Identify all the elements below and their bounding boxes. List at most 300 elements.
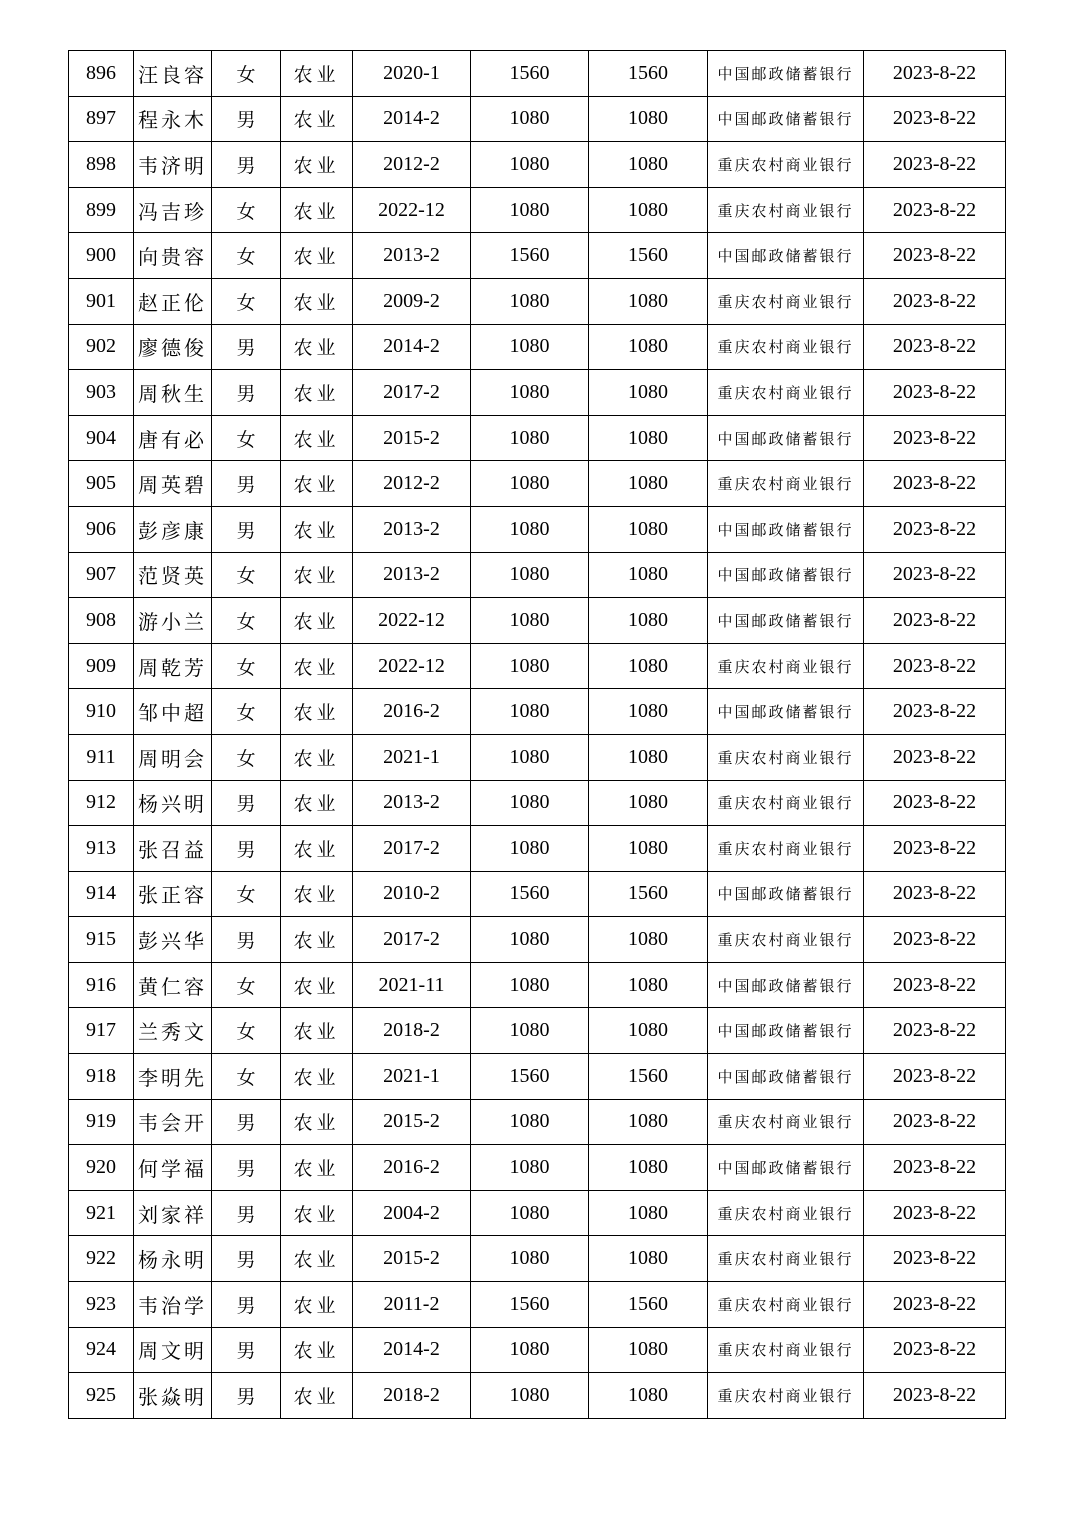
bank-cell: 重庆农村商业银行 <box>708 324 864 370</box>
name-cell: 冯吉珍 <box>134 187 212 233</box>
standard-amount-cell: 1080 <box>471 734 589 780</box>
serial-number-cell: 915 <box>69 917 134 963</box>
serial-number-cell: 904 <box>69 415 134 461</box>
standard-amount-cell: 1080 <box>471 415 589 461</box>
gender-cell: 女 <box>212 233 281 279</box>
name-cell: 韦治学 <box>134 1282 212 1328</box>
table-row <box>69 1282 1006 1328</box>
payment-date-cell: 2023-8-22 <box>864 96 1006 142</box>
serial-number-cell: 923 <box>69 1282 134 1328</box>
start-date-cell: 2013-2 <box>353 780 471 826</box>
start-date-cell: 2013-2 <box>353 506 471 552</box>
paid-amount-cell: 1080 <box>589 461 708 507</box>
name-cell: 游小兰 <box>134 598 212 644</box>
gender-cell: 男 <box>212 917 281 963</box>
gender-cell: 女 <box>212 1054 281 1100</box>
category-cell: 农业 <box>281 1327 353 1373</box>
serial-number-cell: 907 <box>69 552 134 598</box>
paid-amount-cell: 1080 <box>589 324 708 370</box>
name-cell: 张焱明 <box>134 1373 212 1419</box>
paid-amount-cell: 1080 <box>589 370 708 416</box>
name-cell: 刘家祥 <box>134 1190 212 1236</box>
serial-number-cell: 905 <box>69 461 134 507</box>
bank-cell: 中国邮政储蓄银行 <box>708 1145 864 1191</box>
paid-amount-cell: 1080 <box>589 1190 708 1236</box>
standard-amount-cell: 1080 <box>471 826 589 872</box>
start-date-cell: 2014-2 <box>353 96 471 142</box>
gender-cell: 男 <box>212 96 281 142</box>
start-date-cell: 2016-2 <box>353 689 471 735</box>
payment-date-cell: 2023-8-22 <box>864 187 1006 233</box>
gender-cell: 男 <box>212 1282 281 1328</box>
serial-number-cell: 896 <box>69 51 134 97</box>
start-date-cell: 2022-12 <box>353 643 471 689</box>
bank-cell: 重庆农村商业银行 <box>708 643 864 689</box>
paid-amount-cell: 1560 <box>589 1282 708 1328</box>
category-cell: 农业 <box>281 1282 353 1328</box>
name-cell: 赵正伦 <box>134 278 212 324</box>
table-row <box>69 1008 1006 1054</box>
serial-number-cell: 906 <box>69 506 134 552</box>
bank-cell: 重庆农村商业银行 <box>708 1373 864 1419</box>
bank-cell: 重庆农村商业银行 <box>708 734 864 780</box>
gender-cell: 男 <box>212 142 281 188</box>
category-cell: 农业 <box>281 461 353 507</box>
start-date-cell: 2020-1 <box>353 51 471 97</box>
bank-cell: 重庆农村商业银行 <box>708 1190 864 1236</box>
table-row <box>69 1099 1006 1145</box>
start-date-cell: 2012-2 <box>353 461 471 507</box>
table-row <box>69 917 1006 963</box>
table-row <box>69 1054 1006 1100</box>
serial-number-cell: 922 <box>69 1236 134 1282</box>
category-cell: 农业 <box>281 1373 353 1419</box>
payment-date-cell: 2023-8-22 <box>864 415 1006 461</box>
serial-number-cell: 917 <box>69 1008 134 1054</box>
name-cell: 唐有必 <box>134 415 212 461</box>
serial-number-cell: 898 <box>69 142 134 188</box>
serial-number-cell: 910 <box>69 689 134 735</box>
payment-date-cell: 2023-8-22 <box>864 233 1006 279</box>
payment-date-cell: 2023-8-22 <box>864 1190 1006 1236</box>
bank-cell: 重庆农村商业银行 <box>708 187 864 233</box>
serial-number-cell: 925 <box>69 1373 134 1419</box>
payment-date-cell: 2023-8-22 <box>864 461 1006 507</box>
bank-cell: 重庆农村商业银行 <box>708 278 864 324</box>
table-row <box>69 278 1006 324</box>
paid-amount-cell: 1080 <box>589 1236 708 1282</box>
start-date-cell: 2012-2 <box>353 142 471 188</box>
standard-amount-cell: 1080 <box>471 643 589 689</box>
bank-cell: 重庆农村商业银行 <box>708 370 864 416</box>
gender-cell: 女 <box>212 415 281 461</box>
standard-amount-cell: 1080 <box>471 1099 589 1145</box>
start-date-cell: 2017-2 <box>353 917 471 963</box>
category-cell: 农业 <box>281 415 353 461</box>
standard-amount-cell: 1080 <box>471 1145 589 1191</box>
table-row <box>69 1373 1006 1419</box>
payment-date-cell: 2023-8-22 <box>864 689 1006 735</box>
standard-amount-cell: 1560 <box>471 871 589 917</box>
gender-cell: 男 <box>212 461 281 507</box>
category-cell: 农业 <box>281 142 353 188</box>
start-date-cell: 2017-2 <box>353 826 471 872</box>
gender-cell: 女 <box>212 1008 281 1054</box>
category-cell: 农业 <box>281 96 353 142</box>
category-cell: 农业 <box>281 51 353 97</box>
paid-amount-cell: 1080 <box>589 643 708 689</box>
bank-cell: 重庆农村商业银行 <box>708 826 864 872</box>
table-row <box>69 643 1006 689</box>
start-date-cell: 2011-2 <box>353 1282 471 1328</box>
start-date-cell: 2021-11 <box>353 962 471 1008</box>
standard-amount-cell: 1560 <box>471 1054 589 1100</box>
serial-number-cell: 902 <box>69 324 134 370</box>
name-cell: 邹中超 <box>134 689 212 735</box>
bank-cell: 中国邮政储蓄银行 <box>708 51 864 97</box>
paid-amount-cell: 1080 <box>589 1327 708 1373</box>
start-date-cell: 2021-1 <box>353 1054 471 1100</box>
name-cell: 周英碧 <box>134 461 212 507</box>
category-cell: 农业 <box>281 324 353 370</box>
payment-date-cell: 2023-8-22 <box>864 917 1006 963</box>
category-cell: 农业 <box>281 1099 353 1145</box>
payment-date-cell: 2023-8-22 <box>864 826 1006 872</box>
standard-amount-cell: 1080 <box>471 552 589 598</box>
gender-cell: 女 <box>212 552 281 598</box>
serial-number-cell: 913 <box>69 826 134 872</box>
payment-date-cell: 2023-8-22 <box>864 1054 1006 1100</box>
table-body <box>69 51 1006 1419</box>
paid-amount-cell: 1560 <box>589 233 708 279</box>
name-cell: 周文明 <box>134 1327 212 1373</box>
category-cell: 农业 <box>281 826 353 872</box>
start-date-cell: 2015-2 <box>353 1236 471 1282</box>
bank-cell: 重庆农村商业银行 <box>708 461 864 507</box>
payment-date-cell: 2023-8-22 <box>864 1373 1006 1419</box>
payment-date-cell: 2023-8-22 <box>864 643 1006 689</box>
bank-cell: 中国邮政储蓄银行 <box>708 506 864 552</box>
payment-date-cell: 2023-8-22 <box>864 1099 1006 1145</box>
bank-cell: 重庆农村商业银行 <box>708 917 864 963</box>
category-cell: 农业 <box>281 871 353 917</box>
standard-amount-cell: 1080 <box>471 278 589 324</box>
category-cell: 农业 <box>281 598 353 644</box>
paid-amount-cell: 1080 <box>589 506 708 552</box>
payment-date-cell: 2023-8-22 <box>864 1008 1006 1054</box>
standard-amount-cell: 1080 <box>471 142 589 188</box>
paid-amount-cell: 1080 <box>589 187 708 233</box>
standard-amount-cell: 1080 <box>471 780 589 826</box>
payment-date-cell: 2023-8-22 <box>864 962 1006 1008</box>
standard-amount-cell: 1560 <box>471 1282 589 1328</box>
name-cell: 周乾芳 <box>134 643 212 689</box>
table-row <box>69 1236 1006 1282</box>
gender-cell: 女 <box>212 598 281 644</box>
gender-cell: 男 <box>212 826 281 872</box>
bank-cell: 重庆农村商业银行 <box>708 142 864 188</box>
category-cell: 农业 <box>281 1236 353 1282</box>
name-cell: 廖德俊 <box>134 324 212 370</box>
serial-number-cell: 918 <box>69 1054 134 1100</box>
payment-date-cell: 2023-8-22 <box>864 51 1006 97</box>
name-cell: 彭兴华 <box>134 917 212 963</box>
category-cell: 农业 <box>281 1145 353 1191</box>
standard-amount-cell: 1080 <box>471 917 589 963</box>
table-row <box>69 1145 1006 1191</box>
name-cell: 韦济明 <box>134 142 212 188</box>
serial-number-cell: 914 <box>69 871 134 917</box>
gender-cell: 男 <box>212 1327 281 1373</box>
bank-cell: 中国邮政储蓄银行 <box>708 415 864 461</box>
table-row <box>69 689 1006 735</box>
category-cell: 农业 <box>281 506 353 552</box>
table-row <box>69 370 1006 416</box>
table-row <box>69 233 1006 279</box>
paid-amount-cell: 1080 <box>589 826 708 872</box>
bank-cell: 重庆农村商业银行 <box>708 1282 864 1328</box>
payment-date-cell: 2023-8-22 <box>864 1145 1006 1191</box>
payment-date-cell: 2023-8-22 <box>864 278 1006 324</box>
bank-cell: 中国邮政储蓄银行 <box>708 598 864 644</box>
bank-cell: 中国邮政储蓄银行 <box>708 233 864 279</box>
gender-cell: 男 <box>212 1099 281 1145</box>
start-date-cell: 2015-2 <box>353 415 471 461</box>
standard-amount-cell: 1080 <box>471 187 589 233</box>
standard-amount-cell: 1080 <box>471 96 589 142</box>
standard-amount-cell: 1080 <box>471 1190 589 1236</box>
bank-cell: 中国邮政储蓄银行 <box>708 962 864 1008</box>
gender-cell: 女 <box>212 962 281 1008</box>
category-cell: 农业 <box>281 780 353 826</box>
table-row <box>69 598 1006 644</box>
start-date-cell: 2013-2 <box>353 552 471 598</box>
paid-amount-cell: 1080 <box>589 552 708 598</box>
standard-amount-cell: 1080 <box>471 1327 589 1373</box>
bank-cell: 重庆农村商业银行 <box>708 780 864 826</box>
standard-amount-cell: 1560 <box>471 51 589 97</box>
payment-date-cell: 2023-8-22 <box>864 370 1006 416</box>
payment-date-cell: 2023-8-22 <box>864 324 1006 370</box>
paid-amount-cell: 1560 <box>589 871 708 917</box>
gender-cell: 女 <box>212 51 281 97</box>
gender-cell: 男 <box>212 1145 281 1191</box>
paid-amount-cell: 1080 <box>589 1145 708 1191</box>
payment-date-cell: 2023-8-22 <box>864 871 1006 917</box>
gender-cell: 女 <box>212 871 281 917</box>
gender-cell: 男 <box>212 780 281 826</box>
standard-amount-cell: 1080 <box>471 506 589 552</box>
serial-number-cell: 919 <box>69 1099 134 1145</box>
payment-date-cell: 2023-8-22 <box>864 142 1006 188</box>
gender-cell: 女 <box>212 734 281 780</box>
standard-amount-cell: 1080 <box>471 689 589 735</box>
name-cell: 黄仁容 <box>134 962 212 1008</box>
gender-cell: 女 <box>212 187 281 233</box>
category-cell: 农业 <box>281 1054 353 1100</box>
serial-number-cell: 924 <box>69 1327 134 1373</box>
name-cell: 周秋生 <box>134 370 212 416</box>
name-cell: 兰秀文 <box>134 1008 212 1054</box>
payment-date-cell: 2023-8-22 <box>864 780 1006 826</box>
start-date-cell: 2014-2 <box>353 1327 471 1373</box>
payment-date-cell: 2023-8-22 <box>864 598 1006 644</box>
table-row <box>69 324 1006 370</box>
name-cell: 程永木 <box>134 96 212 142</box>
paid-amount-cell: 1560 <box>589 51 708 97</box>
start-date-cell: 2013-2 <box>353 233 471 279</box>
category-cell: 农业 <box>281 187 353 233</box>
paid-amount-cell: 1080 <box>589 415 708 461</box>
bank-cell: 中国邮政储蓄银行 <box>708 1008 864 1054</box>
serial-number-cell: 921 <box>69 1190 134 1236</box>
start-date-cell: 2015-2 <box>353 1099 471 1145</box>
gender-cell: 女 <box>212 689 281 735</box>
name-cell: 张召益 <box>134 826 212 872</box>
payment-date-cell: 2023-8-22 <box>864 1236 1006 1282</box>
name-cell: 何学福 <box>134 1145 212 1191</box>
category-cell: 农业 <box>281 734 353 780</box>
bank-cell: 中国邮政储蓄银行 <box>708 871 864 917</box>
name-cell: 李明先 <box>134 1054 212 1100</box>
gender-cell: 男 <box>212 506 281 552</box>
standard-amount-cell: 1080 <box>471 962 589 1008</box>
standard-amount-cell: 1080 <box>471 370 589 416</box>
bank-cell: 重庆农村商业银行 <box>708 1099 864 1145</box>
table-row <box>69 187 1006 233</box>
name-cell: 汪良容 <box>134 51 212 97</box>
gender-cell: 女 <box>212 643 281 689</box>
table-row <box>69 734 1006 780</box>
start-date-cell: 2010-2 <box>353 871 471 917</box>
table-row <box>69 142 1006 188</box>
paid-amount-cell: 1080 <box>589 1099 708 1145</box>
bank-cell: 中国邮政储蓄银行 <box>708 96 864 142</box>
start-date-cell: 2014-2 <box>353 324 471 370</box>
name-cell: 杨兴明 <box>134 780 212 826</box>
category-cell: 农业 <box>281 552 353 598</box>
gender-cell: 男 <box>212 324 281 370</box>
serial-number-cell: 901 <box>69 278 134 324</box>
gender-cell: 男 <box>212 1373 281 1419</box>
table-row <box>69 51 1006 97</box>
standard-amount-cell: 1080 <box>471 324 589 370</box>
serial-number-cell: 903 <box>69 370 134 416</box>
bank-cell: 重庆农村商业银行 <box>708 1327 864 1373</box>
name-cell: 范贤英 <box>134 552 212 598</box>
bank-cell: 重庆农村商业银行 <box>708 1236 864 1282</box>
start-date-cell: 2004-2 <box>353 1190 471 1236</box>
start-date-cell: 2021-1 <box>353 734 471 780</box>
table-row <box>69 415 1006 461</box>
table-row <box>69 1327 1006 1373</box>
category-cell: 农业 <box>281 643 353 689</box>
serial-number-cell: 900 <box>69 233 134 279</box>
table-row <box>69 461 1006 507</box>
paid-amount-cell: 1080 <box>589 780 708 826</box>
name-cell: 杨永明 <box>134 1236 212 1282</box>
paid-amount-cell: 1080 <box>589 689 708 735</box>
gender-cell: 男 <box>212 370 281 416</box>
start-date-cell: 2018-2 <box>353 1008 471 1054</box>
serial-number-cell: 912 <box>69 780 134 826</box>
gender-cell: 女 <box>212 278 281 324</box>
name-cell: 周明会 <box>134 734 212 780</box>
paid-amount-cell: 1080 <box>589 142 708 188</box>
start-date-cell: 2017-2 <box>353 370 471 416</box>
payment-date-cell: 2023-8-22 <box>864 1327 1006 1373</box>
serial-number-cell: 916 <box>69 962 134 1008</box>
table-row <box>69 1190 1006 1236</box>
bank-cell: 中国邮政储蓄银行 <box>708 689 864 735</box>
paid-amount-cell: 1080 <box>589 917 708 963</box>
serial-number-cell: 909 <box>69 643 134 689</box>
table-row <box>69 962 1006 1008</box>
paid-amount-cell: 1080 <box>589 1373 708 1419</box>
standard-amount-cell: 1080 <box>471 1008 589 1054</box>
category-cell: 农业 <box>281 917 353 963</box>
category-cell: 农业 <box>281 1190 353 1236</box>
gender-cell: 男 <box>212 1236 281 1282</box>
payment-date-cell: 2023-8-22 <box>864 1282 1006 1328</box>
standard-amount-cell: 1080 <box>471 598 589 644</box>
serial-number-cell: 908 <box>69 598 134 644</box>
category-cell: 农业 <box>281 278 353 324</box>
serial-number-cell: 897 <box>69 96 134 142</box>
standard-amount-cell: 1560 <box>471 233 589 279</box>
table-row <box>69 826 1006 872</box>
standard-amount-cell: 1080 <box>471 461 589 507</box>
name-cell: 彭彦康 <box>134 506 212 552</box>
payment-date-cell: 2023-8-22 <box>864 734 1006 780</box>
start-date-cell: 2022-12 <box>353 187 471 233</box>
serial-number-cell: 899 <box>69 187 134 233</box>
start-date-cell: 2022-12 <box>353 598 471 644</box>
table-row <box>69 780 1006 826</box>
serial-number-cell: 920 <box>69 1145 134 1191</box>
standard-amount-cell: 1080 <box>471 1236 589 1282</box>
payment-date-cell: 2023-8-22 <box>864 506 1006 552</box>
category-cell: 农业 <box>281 962 353 1008</box>
records-table <box>68 50 1006 1419</box>
category-cell: 农业 <box>281 370 353 416</box>
bank-cell: 中国邮政储蓄银行 <box>708 552 864 598</box>
paid-amount-cell: 1080 <box>589 278 708 324</box>
table-row <box>69 506 1006 552</box>
standard-amount-cell: 1080 <box>471 1373 589 1419</box>
category-cell: 农业 <box>281 233 353 279</box>
table-row <box>69 96 1006 142</box>
paid-amount-cell: 1080 <box>589 1008 708 1054</box>
start-date-cell: 2009-2 <box>353 278 471 324</box>
gender-cell: 男 <box>212 1190 281 1236</box>
category-cell: 农业 <box>281 689 353 735</box>
payment-date-cell: 2023-8-22 <box>864 552 1006 598</box>
paid-amount-cell: 1080 <box>589 962 708 1008</box>
paid-amount-cell: 1080 <box>589 734 708 780</box>
paid-amount-cell: 1560 <box>589 1054 708 1100</box>
paid-amount-cell: 1080 <box>589 598 708 644</box>
paid-amount-cell: 1080 <box>589 96 708 142</box>
start-date-cell: 2018-2 <box>353 1373 471 1419</box>
table-row <box>69 871 1006 917</box>
name-cell: 韦会开 <box>134 1099 212 1145</box>
name-cell: 向贵容 <box>134 233 212 279</box>
bank-cell: 中国邮政储蓄银行 <box>708 1054 864 1100</box>
start-date-cell: 2016-2 <box>353 1145 471 1191</box>
name-cell: 张正容 <box>134 871 212 917</box>
serial-number-cell: 911 <box>69 734 134 780</box>
